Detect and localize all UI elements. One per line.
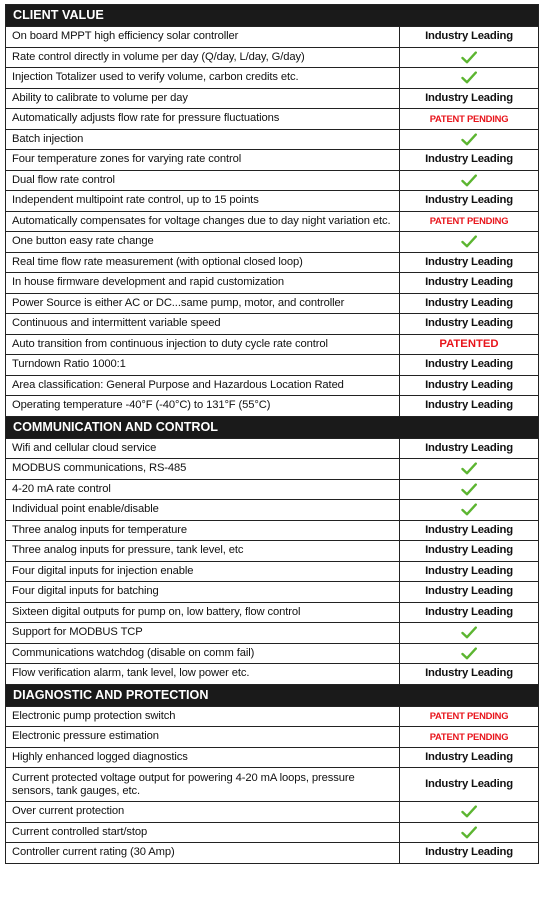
feature-table <box>5 4 539 864</box>
feature-label: Automatically adjusts flow rate for pressure fluctuations <box>6 109 400 130</box>
industry-leading-label: Industry Leading <box>425 585 513 598</box>
table-row <box>6 541 539 562</box>
feature-label: Current controlled start/stop <box>6 822 400 843</box>
patent-pending-label: PATENT PENDING <box>429 112 509 124</box>
section-title: CLIENT VALUE <box>6 5 539 27</box>
value-cell <box>400 334 539 355</box>
feature-label: Automatically compensates for voltage changes due to day night variation etc. <box>6 211 400 232</box>
feature-label: 4-20 mA rate control <box>6 479 400 500</box>
industry-leading-label: Industry Leading <box>425 317 513 330</box>
industry-leading-label: Industry Leading <box>425 564 513 577</box>
value-cell <box>400 802 539 823</box>
value-cell <box>400 500 539 521</box>
patented-label: PATENTED <box>439 337 499 350</box>
feature-label: Controller current rating (30 Amp) <box>6 843 400 864</box>
section-header-row <box>6 684 539 706</box>
checkmark-icon <box>461 133 477 146</box>
section-title: COMMUNICATION AND CONTROL <box>6 416 539 438</box>
feature-label: MODBUS communications, RS-485 <box>6 459 400 480</box>
table-row <box>6 602 539 623</box>
value-cell <box>400 375 539 396</box>
feature-label: Wifi and cellular cloud service <box>6 438 400 459</box>
value-cell <box>400 27 539 48</box>
value-cell <box>400 314 539 335</box>
table-row <box>6 500 539 521</box>
checkmark-icon <box>461 626 477 639</box>
table-row <box>6 822 539 843</box>
feature-label: Continuous and intermittent variable speed <box>6 314 400 335</box>
table-row <box>6 561 539 582</box>
section-title: DIAGNOSTIC AND PROTECTION <box>6 684 539 706</box>
section-header-row <box>6 416 539 438</box>
feature-label: In house firmware development and rapid customization <box>6 273 400 294</box>
value-cell <box>400 520 539 541</box>
value-cell <box>400 643 539 664</box>
value-cell <box>400 747 539 768</box>
feature-label: Three analog inputs for temperature <box>6 520 400 541</box>
table-row <box>6 768 539 802</box>
checkmark-icon <box>461 503 477 516</box>
value-cell <box>400 602 539 623</box>
value-cell <box>400 252 539 273</box>
value-cell <box>400 150 539 171</box>
checkmark-icon <box>461 235 477 248</box>
feature-label: Individual point enable/disable <box>6 500 400 521</box>
checkmark-icon <box>461 51 477 64</box>
value-cell <box>400 211 539 232</box>
table-row <box>6 355 539 376</box>
feature-label: Flow verification alarm, tank level, low power etc. <box>6 664 400 685</box>
value-cell <box>400 479 539 500</box>
value-cell <box>400 396 539 417</box>
value-cell <box>400 664 539 685</box>
table-row <box>6 88 539 109</box>
value-cell <box>400 293 539 314</box>
feature-label: Communications watchdog (disable on comm fail) <box>6 643 400 664</box>
checkmark-icon <box>461 174 477 187</box>
feature-label: Area classification: General Purpose and Hazardous Location Rated <box>6 375 400 396</box>
checkmark-icon <box>461 462 477 475</box>
value-cell <box>400 706 539 727</box>
value-cell <box>400 843 539 864</box>
industry-leading-label: Industry Leading <box>425 358 513 371</box>
value-cell <box>400 459 539 480</box>
patent-pending-label: PATENT PENDING <box>429 710 509 722</box>
table-row <box>6 747 539 768</box>
table-row <box>6 664 539 685</box>
value-cell <box>400 191 539 212</box>
table-row <box>6 520 539 541</box>
checkmark-icon <box>461 647 477 660</box>
table-row <box>6 293 539 314</box>
value-cell <box>400 273 539 294</box>
value-cell <box>400 355 539 376</box>
industry-leading-label: Industry Leading <box>425 91 513 104</box>
table-row <box>6 479 539 500</box>
feature-label: Four digital inputs for batching <box>6 582 400 603</box>
table-row <box>6 582 539 603</box>
feature-label: Real time flow rate measurement (with optional closed loop) <box>6 252 400 273</box>
table-row <box>6 314 539 335</box>
industry-leading-label: Industry Leading <box>425 778 513 790</box>
feature-label: Independent multipoint rate control, up to 15 points <box>6 191 400 212</box>
value-cell <box>400 68 539 89</box>
feature-label: Support for MODBUS TCP <box>6 623 400 644</box>
feature-label: Power Source is either AC or DC...same pump, motor, and controller <box>6 293 400 314</box>
industry-leading-label: Industry Leading <box>425 378 513 391</box>
checkmark-icon <box>461 805 477 818</box>
feature-label: Over current protection <box>6 802 400 823</box>
value-cell <box>400 727 539 748</box>
feature-label: Operating temperature -40°F (-40°C) to 131°F (55°C) <box>6 396 400 417</box>
industry-leading-label: Industry Leading <box>425 846 513 859</box>
feature-label: Auto transition from continuous injection to duty cycle rate control <box>6 334 400 355</box>
table-row <box>6 375 539 396</box>
feature-label: Current protected voltage output for powering 4-20 mA loops, pressure sensors, tank gauges, etc. <box>6 768 400 802</box>
industry-leading-label: Industry Leading <box>425 153 513 166</box>
table-row <box>6 232 539 253</box>
value-cell <box>400 623 539 644</box>
industry-leading-label: Industry Leading <box>425 441 513 454</box>
feature-label: Ability to calibrate to volume per day <box>6 88 400 109</box>
table-row <box>6 727 539 748</box>
table-row <box>6 27 539 48</box>
table-row <box>6 109 539 130</box>
table-row <box>6 191 539 212</box>
feature-label: Four digital inputs for injection enable <box>6 561 400 582</box>
feature-label: Highly enhanced logged diagnostics <box>6 747 400 768</box>
value-cell <box>400 582 539 603</box>
feature-label: Turndown Ratio 1000:1 <box>6 355 400 376</box>
feature-comparison-sheet <box>5 4 538 864</box>
table-row <box>6 252 539 273</box>
value-cell <box>400 170 539 191</box>
patent-pending-label: PATENT PENDING <box>429 730 509 742</box>
checkmark-icon <box>461 71 477 84</box>
value-cell <box>400 109 539 130</box>
industry-leading-label: Industry Leading <box>425 399 513 412</box>
feature-label: Four temperature zones for varying rate control <box>6 150 400 171</box>
industry-leading-label: Industry Leading <box>425 276 513 289</box>
value-cell <box>400 129 539 150</box>
feature-label: Injection Totalizer used to verify volume, carbon credits etc. <box>6 68 400 89</box>
feature-label: Electronic pressure estimation <box>6 727 400 748</box>
feature-label: On board MPPT high efficiency solar controller <box>6 27 400 48</box>
feature-label: Rate control directly in volume per day (Q/day, L/day, G/day) <box>6 47 400 68</box>
industry-leading-label: Industry Leading <box>425 750 513 763</box>
value-cell <box>400 232 539 253</box>
value-cell <box>400 47 539 68</box>
table-row <box>6 47 539 68</box>
feature-label: Batch injection <box>6 129 400 150</box>
feature-label: Sixteen digital outputs for pump on, low battery, flow control <box>6 602 400 623</box>
table-row <box>6 273 539 294</box>
value-cell <box>400 88 539 109</box>
table-row <box>6 623 539 644</box>
table-row <box>6 438 539 459</box>
industry-leading-label: Industry Leading <box>425 194 513 207</box>
table-row <box>6 170 539 191</box>
industry-leading-label: Industry Leading <box>425 296 513 309</box>
industry-leading-label: Industry Leading <box>425 605 513 618</box>
value-cell <box>400 822 539 843</box>
value-cell <box>400 438 539 459</box>
feature-label: One button easy rate change <box>6 232 400 253</box>
value-cell <box>400 561 539 582</box>
checkmark-icon <box>461 826 477 839</box>
industry-leading-label: Industry Leading <box>425 667 513 680</box>
table-row <box>6 706 539 727</box>
checkmark-icon <box>461 483 477 496</box>
table-row <box>6 396 539 417</box>
table-row <box>6 334 539 355</box>
section-header-row <box>6 5 539 27</box>
table-row <box>6 643 539 664</box>
industry-leading-label: Industry Leading <box>425 255 513 268</box>
table-row <box>6 68 539 89</box>
patent-pending-label: PATENT PENDING <box>429 215 509 227</box>
industry-leading-label: Industry Leading <box>425 30 513 43</box>
table-row <box>6 459 539 480</box>
table-row <box>6 802 539 823</box>
table-row <box>6 150 539 171</box>
feature-label: Electronic pump protection switch <box>6 706 400 727</box>
value-cell <box>400 768 539 802</box>
table-row <box>6 843 539 864</box>
table-row <box>6 211 539 232</box>
industry-leading-label: Industry Leading <box>425 544 513 557</box>
table-row <box>6 129 539 150</box>
feature-label: Dual flow rate control <box>6 170 400 191</box>
industry-leading-label: Industry Leading <box>425 523 513 536</box>
feature-label: Three analog inputs for pressure, tank level, etc <box>6 541 400 562</box>
value-cell <box>400 541 539 562</box>
